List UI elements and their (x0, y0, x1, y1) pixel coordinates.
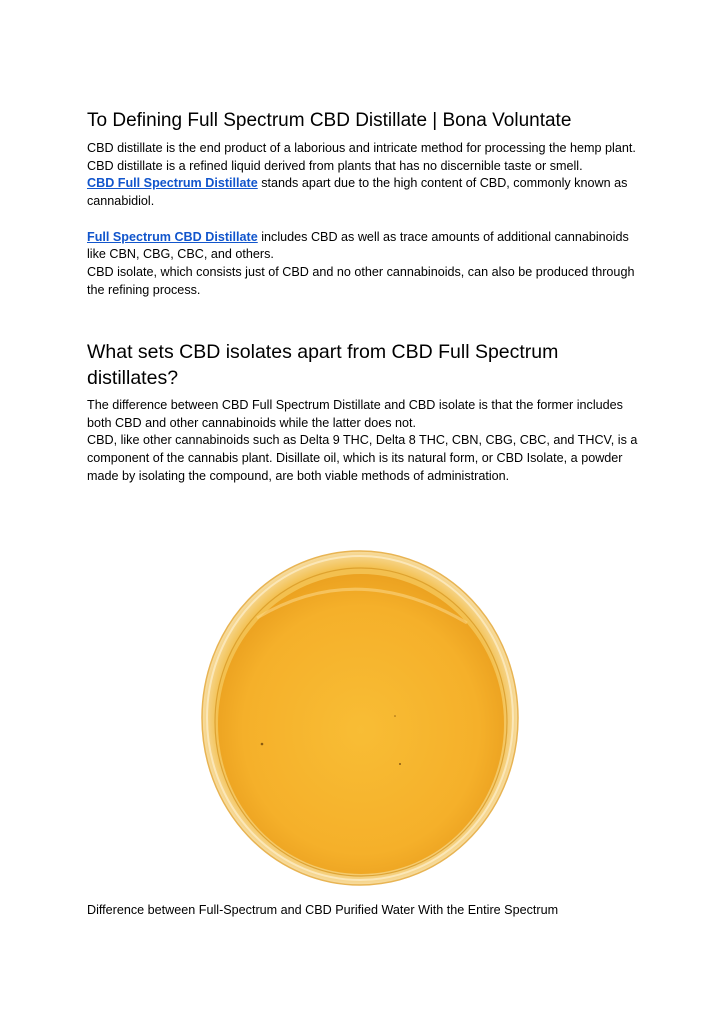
petri-dish-image (197, 548, 522, 888)
section-heading: What sets CBD isolates apart from CBD Full Spectrum distillates? (87, 341, 559, 389)
section-heading-wrap (87, 339, 607, 391)
intro-paragraph-2 (87, 175, 639, 210)
intro-paragraph-3 (87, 229, 639, 264)
image-caption-wrap (87, 902, 647, 920)
full-spectrum-cbd-distillate-link[interactable]: Full Spectrum CBD Distillate (87, 229, 258, 244)
section-2-body (87, 397, 639, 486)
intro-section (87, 108, 639, 299)
page-title: To Defining Full Spectrum CBD Distillate | Bona Voluntate (87, 110, 572, 131)
section-2-paragraph-2: CBD, like other cannabinoids such as Delta 9 THC, Delta 8 THC, CBN, CBG, CBC, and THCV, is a component of the cannabis plant. Disillate oil, which is its natural form, or CBD Isolate, a powder made by isolating the compound, are both viable methods of administration. (87, 433, 638, 483)
paragraph-gap (87, 211, 639, 229)
image-caption: Difference between Full-Spectrum and CBD Purified Water With the Entire Spectrum (87, 903, 559, 917)
section-2-paragraph-1: The difference between CBD Full Spectrum Distillate and CBD isolate is that the former includes both CBD and other cannabinoids while the latter does not. (87, 398, 623, 430)
petri-dish-icon (197, 548, 522, 888)
intro-paragraph-3-text: includes CBD as well as trace amounts of additional cannabinoids like CBN, CBG, CBC, and others. (87, 229, 629, 262)
cbd-full-spectrum-distillate-link[interactable]: CBD Full Spectrum Distillate (87, 176, 258, 191)
intro-paragraph-2-text: stands apart due to the high content of CBD, commonly known as cannabidiol. (87, 176, 628, 209)
intro-paragraph-1: CBD distillate is the end product of a laborious and intricate method for processing the hemp plant. CBD distillate is a refined liquid derived from plants that has no discernible taste or smell. (87, 141, 636, 173)
intro-paragraph-4: CBD isolate, which consists just of CBD and no other cannabinoids, can also be produced through the refining process. (87, 264, 635, 297)
